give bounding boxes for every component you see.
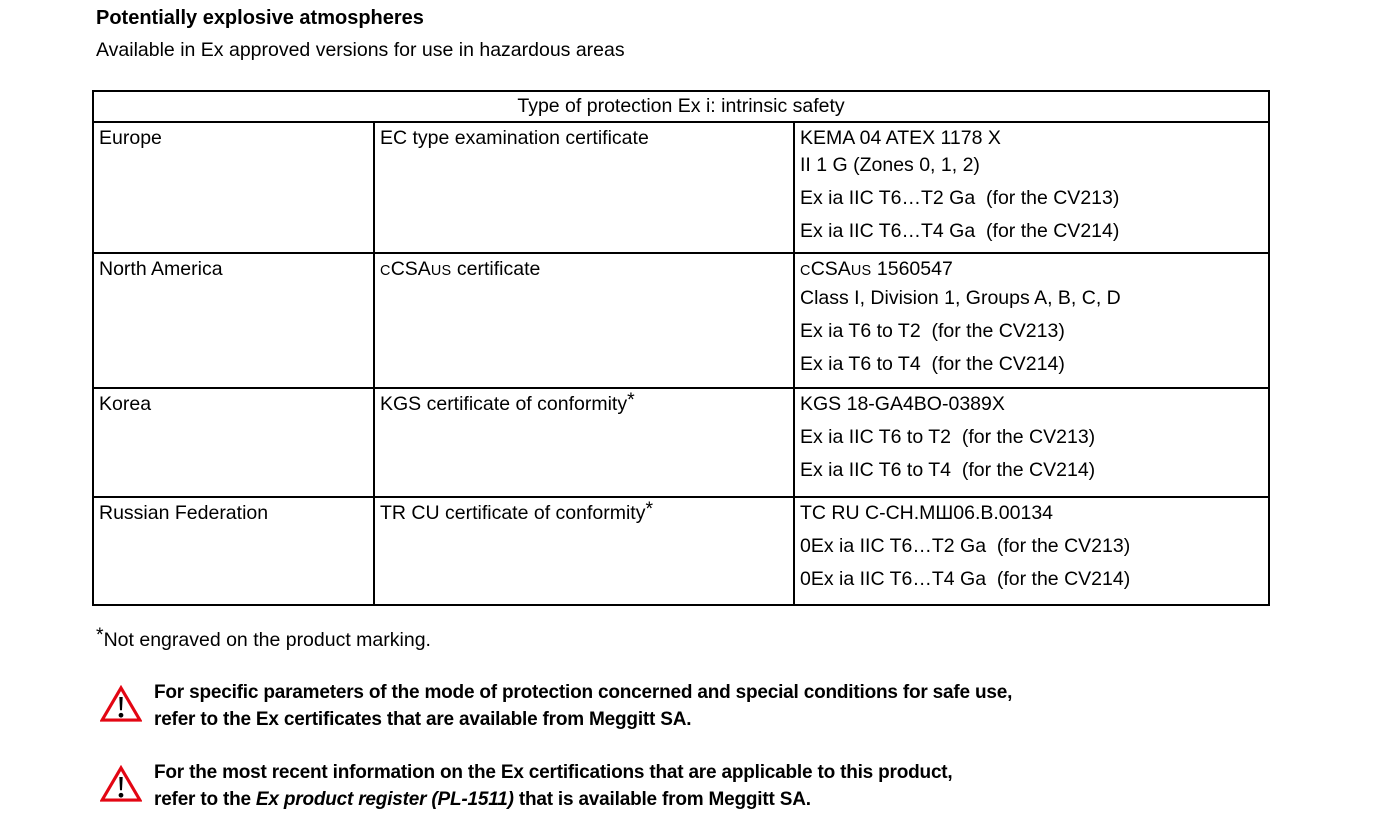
- warning-triangle-icon: [100, 765, 142, 803]
- table-row-north-america: [93, 253, 1269, 388]
- cert-type-text: certificate: [451, 258, 541, 280]
- cert-detail-line: [800, 256, 1263, 285]
- cert-detail-line: Ex ia IIC T6 to T2 (for the CV213): [800, 426, 1096, 448]
- cert-detail-smallcap: C: [800, 263, 811, 279]
- table-row-korea: [93, 388, 1269, 497]
- warning-triangle-icon: [100, 685, 142, 723]
- table-footnote: [96, 624, 431, 652]
- cell-cert-details-korea: [794, 388, 1269, 497]
- table-header-protection-type: Type of protection Ex i: intrinsic safety: [93, 91, 1269, 122]
- warning-text: [154, 759, 953, 813]
- cell-cert-type-europe: [374, 122, 794, 253]
- cert-detail-line: Ex ia IIC T6…T2 Ga (for the CV213): [800, 187, 1120, 209]
- cert-detail-text: 1560547: [871, 258, 953, 280]
- ex-certification-table: [92, 90, 1270, 606]
- warning-line-2-pre: refer to the: [154, 789, 256, 810]
- cert-detail-line: KEMA 04 ATEX 1178 X: [800, 127, 1001, 149]
- cell-region-russian-federation: [93, 497, 374, 605]
- region-label: Europe: [99, 127, 162, 149]
- page-title: Potentially explosive atmospheres: [96, 7, 424, 29]
- region-label: North America: [99, 258, 223, 280]
- cert-detail-line: 0Ex ia IIC T6…T4 Ga (for the CV214): [800, 568, 1131, 590]
- warning-line-2-post: that is available from Meggitt SA.: [513, 789, 811, 810]
- warning-line-2-italic: Ex product register (PL-1511): [255, 789, 514, 810]
- cell-cert-details-north-america: [794, 253, 1269, 388]
- page-subtitle: Available in Ex approved versions for use in hazardous areas: [96, 39, 625, 61]
- cert-detail-line: Ex ia T6 to T4 (for the CV214): [800, 353, 1065, 375]
- cert-detail-line: KGS 18-GA4BO-0389X: [800, 393, 1005, 415]
- footnote-asterisk: *: [645, 498, 654, 520]
- cert-detail-line: Ex ia IIC T6…T4 Ga (for the CV214): [800, 220, 1120, 242]
- cert-type-text: EC type examination certificate: [380, 127, 649, 149]
- cell-cert-type-korea: [374, 388, 794, 497]
- cert-type-label: [380, 391, 788, 418]
- cert-detail-line: TC RU C-CH.МШ06.B.00134: [800, 502, 1054, 524]
- cert-type-label: [380, 256, 788, 285]
- cell-cert-details-europe: [794, 122, 1269, 253]
- warning-line-1: For the most recent information on the Ex certifications that are applicable to this product,: [154, 762, 953, 783]
- cert-type-caps: CSA: [390, 258, 431, 280]
- footnote-asterisk: *: [627, 389, 635, 411]
- warning-text: [154, 679, 1012, 733]
- warning-note-ex-certificates: [100, 679, 1012, 733]
- cell-cert-details-russian-federation: [794, 497, 1269, 605]
- cert-detail-smallcap: US: [850, 263, 872, 279]
- cert-type-label: [380, 500, 788, 527]
- cert-type-text: KGS certificate of conformity: [380, 393, 628, 415]
- cell-region-korea: [93, 388, 374, 497]
- cert-detail-caps: CSA: [810, 258, 851, 280]
- footnote-asterisk: *: [96, 624, 104, 646]
- warning-line-1: For specific parameters of the mode of protection concerned and special conditions for safe use,: [154, 682, 1013, 703]
- region-label: Korea: [99, 393, 152, 415]
- footnote-text: Not engraved on the product marking.: [103, 629, 431, 651]
- cell-region-europe: [93, 122, 374, 253]
- cert-detail-line: 0Ex ia IIC T6…T2 Ga (for the CV213): [800, 535, 1131, 557]
- cert-type-label: [380, 125, 788, 152]
- cell-region-north-america: [93, 253, 374, 388]
- warning-note-ex-product-register: [100, 759, 953, 813]
- cert-type-smallcap: C: [380, 263, 391, 279]
- cert-detail-line: Ex ia IIC T6 to T4 (for the CV214): [800, 459, 1096, 481]
- cert-detail-line: II 1 G (Zones 0, 1, 2): [800, 154, 980, 176]
- cert-type-text: TR CU certificate of conformity: [380, 502, 646, 524]
- cert-type-smallcap: US: [430, 263, 452, 279]
- cell-cert-type-russian-federation: [374, 497, 794, 605]
- region-label: Russian Federation: [99, 502, 269, 524]
- table-row-europe: [93, 122, 1269, 253]
- table-row-russian-federation: [93, 497, 1269, 605]
- cert-detail-line: Ex ia T6 to T2 (for the CV213): [800, 320, 1065, 342]
- warning-line-2: refer to the Ex certificates that are available from Meggitt SA.: [154, 709, 692, 730]
- cell-cert-type-north-america: [374, 253, 794, 388]
- cert-detail-line: Class I, Division 1, Groups A, B, C, D: [800, 287, 1121, 309]
